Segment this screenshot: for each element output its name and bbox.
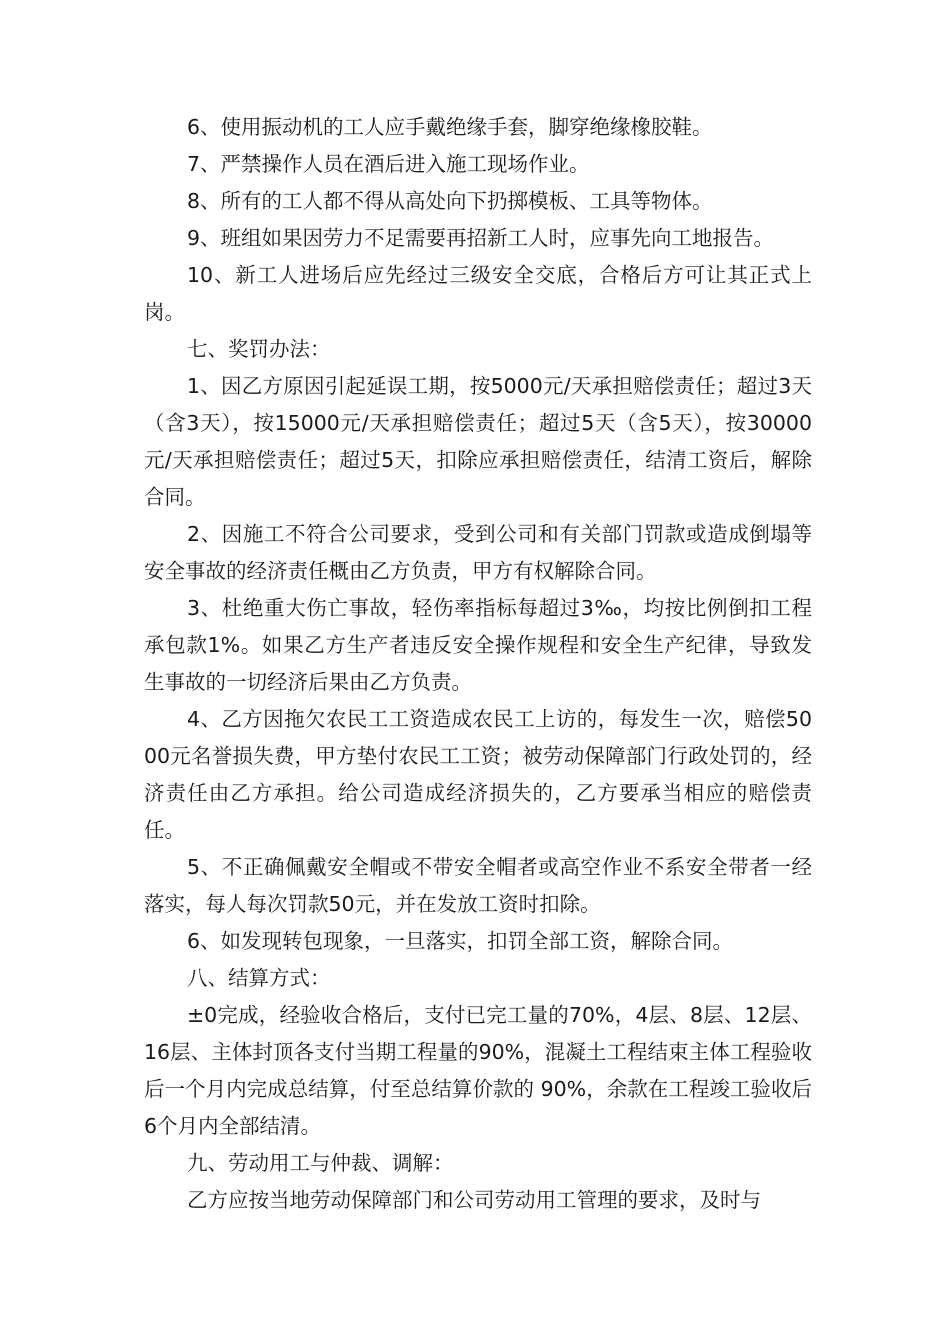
paragraph-item-10: 10、新工人进场后应先经过三级安全交底，合格后方可让其正式上岗。	[144, 263, 812, 324]
section-heading-settlement: 八、结算方式：	[187, 966, 331, 990]
labor-clause: 乙方应按当地劳动保障部门和公司劳动用工管理的要求，及时与	[187, 1188, 761, 1212]
section-heading-rewards-penalties: 七、奖罚办法：	[187, 337, 331, 361]
document-body	[144, 109, 812, 1219]
paragraph-item-6: 6、使用振动机的工人应手戴绝缘手套，脚穿绝缘橡胶鞋。	[187, 115, 713, 139]
penalty-clause-1: 1、因乙方原因引起延误工期，按5000元/天承担赔偿责任；超过3天（含3天），按15000元/天承担赔偿责任；超过5天（含5天），按30000元/天承担赔偿责任；超过5天，扣除应承担赔偿责任，结清工资后，解除合同。	[144, 374, 812, 509]
penalty-clause-3: 3、杜绝重大伤亡事故，轻伤率指标每超过3‰，均按比例倒扣工程承包款1%。如果乙方生产者违反安全操作规程和安全生产纪律，导致发生事故的一切经济后果由乙方负责。	[144, 596, 812, 694]
section-heading-labor-arbitration: 九、劳动用工与仲裁、调解：	[187, 1151, 454, 1175]
paragraph-item-8: 8、所有的工人都不得从高处向下扔掷模板、工具等物体。	[187, 189, 713, 213]
penalty-clause-6: 6、如发现转包现象，一旦落实，扣罚全部工资，解除合同。	[187, 929, 734, 953]
penalty-clause-5: 5、不正确佩戴安全帽或不带安全帽者或高空作业不系安全带者一经落实，每人每次罚款50元，并在发放工资时扣除。	[144, 855, 812, 916]
penalty-clause-2: 2、因施工不符合公司要求，受到公司和有关部门罚款或造成倒塌等安全事故的经济责任概由乙方负责，甲方有权解除合同。	[144, 522, 812, 583]
penalty-clause-4: 4、乙方因拖欠农民工工资造成农民工上访的，每发生一次，赔偿5000元名誉损失费，甲方垫付农民工工资；被劳动保障部门行政处罚的，经济责任由乙方承担。给公司造成经济损失的，乙方要承当相应的赔偿责任。	[144, 707, 812, 842]
paragraph-item-7: 7、严禁操作人员在酒后进入施工现场作业。	[187, 152, 590, 176]
settlement-clause: ±0完成，经验收合格后，支付已完工量的70%，4层、8层、12层、16层、主体封顶各支付当期工程量的90%，混凝土工程结束主体工程验收后一个月内完成总结算，付至总结算价款的 90%，余款在工程竣工验收后6个月内全部结清。	[144, 1003, 812, 1138]
paragraph-item-9: 9、班组如果因劳力不足需要再招新工人时，应事先向工地报告。	[187, 226, 775, 250]
